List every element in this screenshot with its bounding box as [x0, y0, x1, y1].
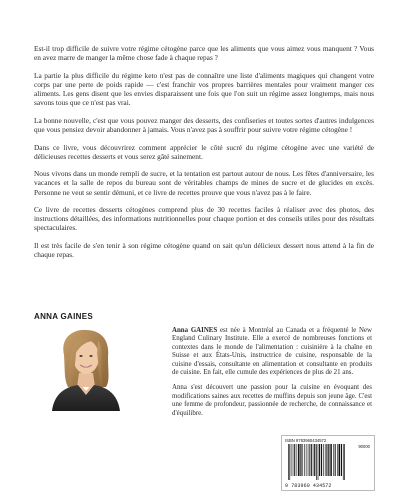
price-code: 90000 — [358, 444, 370, 449]
barcode-number: 9 783960 434572 — [285, 483, 332, 489]
author-name: Anna GAINES — [172, 327, 218, 334]
isbn-label: ISBN 9783960434572 — [285, 438, 327, 443]
description-paragraph: La partie la plus difficile du régime keto n'est pas de connaître une liste d'aliments magiques qui changent votre corps par une perte de poids rapide — c'est franchir vos propres barrières mentales pour vraiment manger ces aliments. Les gens disent que les envies disparaissent une fois que l'on suit un régime assez longtemps, mais nous savons tous que ce n'est pas vrai. — [34, 70, 374, 108]
author-bio — [172, 327, 372, 425]
author-heading: ANNA GAINES — [34, 312, 94, 321]
author-photo — [34, 325, 136, 411]
description-paragraph: Est-il trop difficile de suivre votre régime cétogène parce que les aliments que vous aimez vous manquent ? Vous en avez marre de manger la même chose fade à chaque repas ? — [34, 44, 374, 63]
bio-paragraph: Anna s'est découvert une passion pour la cuisine en évoquant des modifications saines aux recettes de muffins depuis son jeune âge. C'est une femme de profondeur, passionnée de recherche, de connaissance et d'équilibre. — [172, 384, 372, 417]
description-paragraph: Dans ce livre, vous découvrirez comment apprécier le côté sucré du régime cétogène avec une variété de délicieuses recettes desserts et vous serez gâté sainement. — [34, 142, 374, 161]
description-paragraph: La bonne nouvelle, c'est que vous pouvez manger des desserts, des confiseries et toutes sortes d'autres indulgences que vous pensiez devoir abandonner à jamais. Vous n'avez pas à souffrir pour suivre votre régime cétogène ! — [34, 115, 374, 134]
bio-text: est née à Montréal au Canada et a fréquenté le New England Culinary Institute. Elle a exercé de nombreuses fonctions et contextes dans le monde de l'alimentation : cuisinière à la chaîne en Suisse et aux États-Unis, instructrice de cuisine, responsable de la cuisine d'essais, consultante en alimentation et consultante en produits de cuisine. En fait, elle cumule des expériences de plus de 21 ans. — [172, 327, 372, 377]
book-description — [34, 44, 374, 268]
isbn-barcode — [281, 435, 375, 491]
description-paragraph: Il est très facile de s'en tenir à son régime cétogène quand on sait qu'un délicieux dessert nous attend à la fin de chaque repas. — [34, 241, 374, 260]
barcode-bars — [286, 444, 370, 480]
bio-paragraph — [172, 327, 372, 377]
description-paragraph: Ce livre de recettes desserts cétogènes comprend plus de 30 recettes faciles à réaliser avec des photos, des instructions détaillées, des informations nutritionnelles pour chaque portion et des conseils utiles pour des résultats spectaculaires. — [34, 205, 374, 233]
description-paragraph: Nous vivons dans un monde rempli de sucre, et la tentation est partout autour de nous. Les fêtes d'anniversaire, les vacances et la salle de repos du bureau sont de véritables champs de mines de sucre et de glucides en excès. Personne ne veut se sentir démuni, et ce livre de recettes prouve que vous n'avez pas à le faire. — [34, 169, 374, 197]
